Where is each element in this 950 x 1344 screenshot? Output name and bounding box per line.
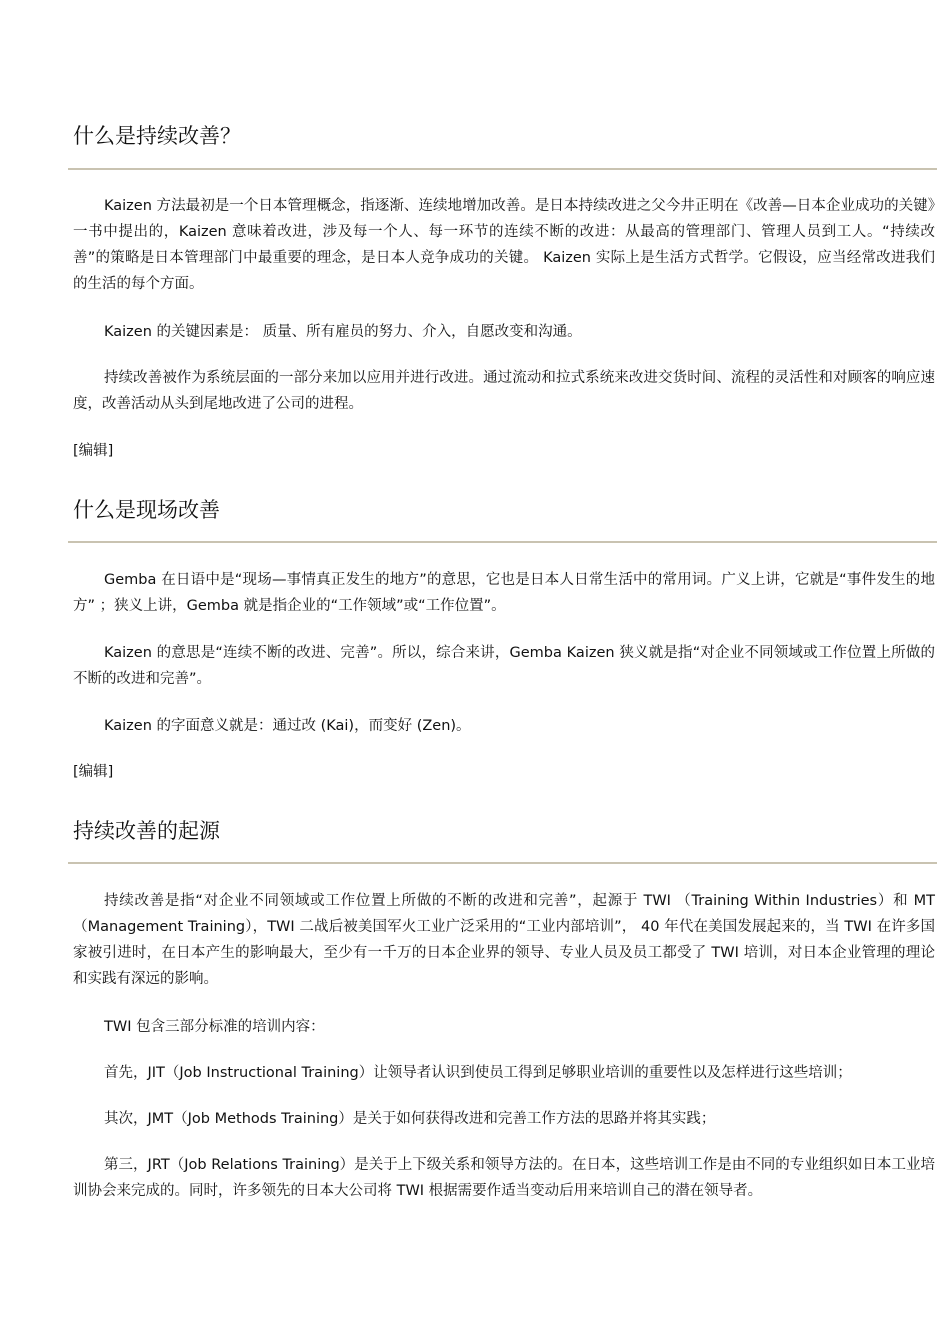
paragraph: Kaizen 的关键因素是： 质量、所有雇员的努力、介入，自愿改变和沟通。 <box>104 324 582 340</box>
paragraph: 持续改善被作为系统层面的一部分来加以应用并进行改进。通过流动和拉式系统来改进交货时间、流程的灵活性和对顾客的响应速度，改善活动从头到尾地改进了公司的进程。 <box>73 370 935 412</box>
section-divider <box>68 168 937 170</box>
section-title-what-is-gemba-kaizen: 什么是现场改善 <box>73 498 220 522</box>
paragraph: Kaizen 的意思是“连续不断的改进、完善”。所以，综合来讲，Gemba Kaizen 狭义就是指“对企业不同领域或工作位置上所做的不断的改进和完善”。 <box>73 645 935 687</box>
paragraph: Kaizen 的字面意义就是：通过改 (Kai)，而变好 (Zen)。 <box>104 718 471 734</box>
section-title-what-is-kaizen: 什么是持续改善？ <box>73 124 241 148</box>
section-title-origin-of-kaizen: 持续改善的起源 <box>73 819 220 843</box>
edit-link[interactable]: [编辑] <box>73 764 114 780</box>
paragraph: 其次，JMT（Job Methods Training）是关于如何获得改进和完善工作方法的思路并将其实践； <box>104 1111 716 1127</box>
paragraph: 首先，JIT（Job Instructional Training）让领导者认识到使员工得到足够职业培训的重要性以及怎样进行这些培训； <box>104 1065 852 1081</box>
paragraph: 持续改善是指“对企业不同领域或工作位置上所做的不断的改进和完善”，起源于 TWI （Training Within Industries）和 MT（Management Training），TWI 二战后被美国军火工业广泛采用的“工业内部培训”， 40 年代在美国发展起来的，当 TWI 在许多国家被引进时，在日本产生的影响最大，至少有一千万的日本企业界的领导、专业人员及员工都受了 TWI 培训，对日本企业管理的理论和实践有深远的影响。 <box>73 893 935 987</box>
paragraph: Kaizen 方法最初是一个日本管理概念，指逐渐、连续地增加改善。是日本持续改进之父今井正明在《改善—日本企业成功的关键》一书中提出的，Kaizen 意味着改进，涉及每一个人、每一环节的连续不断的改进：从最高的管理部门、管理人员到工人。“持续改善”的策略是日本管理部门中最重要的理念，是日本人竞争成功的关键。 Kaizen 实际上是生活方式哲学。它假设，应当经常改进我们的生活的每个方面。 <box>73 198 935 292</box>
section-divider <box>68 862 937 864</box>
paragraph: 第三，JRT（Job Relations Training）是关于上下级关系和领导方法的。在日本，这些培训工作是由不同的专业组织如日本工业培训协会来完成的。同时，许多领先的日本大公司将 TWI 根据需要作适当变动后用来培训自己的潜在领导者。 <box>73 1157 935 1199</box>
section-divider <box>68 541 937 543</box>
paragraph: Gemba 在日语中是“现场—事情真正发生的地方”的意思，它也是日本人日常生活中的常用词。广义上讲，它就是“事件发生的地方” ；狭义上讲，Gemba 就是指企业的“工作领域”或“工作位置”。 <box>73 572 935 614</box>
paragraph: TWI 包含三部分标准的培训内容： <box>104 1019 325 1035</box>
edit-link[interactable]: [编辑] <box>73 443 114 459</box>
